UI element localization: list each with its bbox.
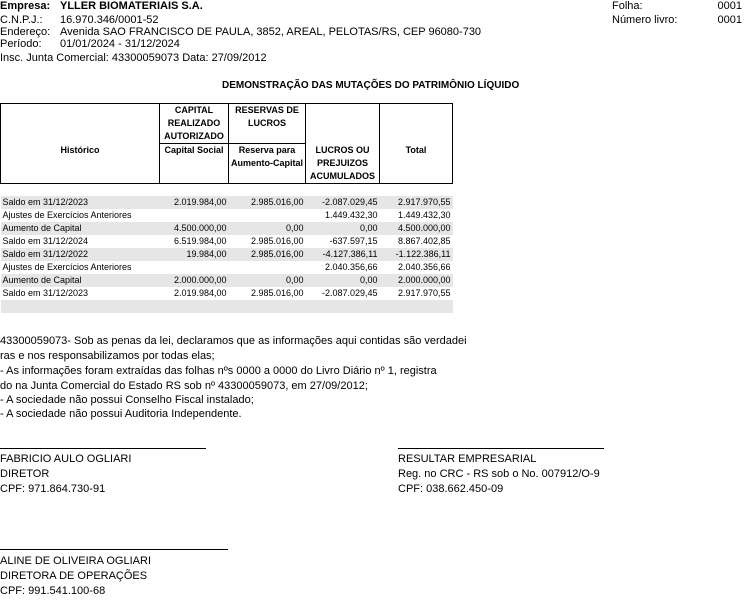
header-reservas-2: LUCROS <box>229 117 306 130</box>
signature-line-accountant <box>398 448 604 449</box>
declaration-line-1: 43300059073- Sob as penas da lei, declaramos que as informações aqui contidas são verdadei <box>0 335 467 347</box>
signer-3-cpf: CPF: 991.541.100-68 <box>0 585 106 597</box>
cell-capital: 2.019.984,00 <box>160 196 229 209</box>
cell-historico: Saldo em 31/12/2023 <box>2 288 89 298</box>
header-capital-2: REALIZADO <box>160 117 229 130</box>
signer-2-role: Reg. no CRC - RS sob o No. 007912/O-9 <box>398 468 600 480</box>
signer-3-name: ALINE DE OLIVEIRA OGLIARI <box>0 555 151 567</box>
cell-reserva: 0,00 <box>229 274 306 287</box>
empresa-label: Empresa: <box>0 0 51 12</box>
livro-value: 0001 <box>717 14 742 26</box>
declaration-line-2: ras e nos responsabilizamos por todas elas; <box>0 350 215 362</box>
cell-capital: 6.519.984,00 <box>173 236 227 246</box>
table-row <box>1 274 453 287</box>
folha-label: Folha: <box>612 0 643 12</box>
signature-line-operations <box>0 549 228 550</box>
cell-reserva: 2.985.016,00 <box>229 248 306 261</box>
signer-1-cpf: CPF: 971.864.730-91 <box>0 483 106 495</box>
cell-reserva <box>229 261 306 274</box>
cell-lucros: 1.449.432,30 <box>324 210 378 220</box>
header-reserva-sub-2: Aumento-Capital <box>229 157 306 170</box>
declaration-line-3: - As informações foram extraídas das folhas nºs 0000 a 0000 do Livro Diário nº 1, registra <box>0 365 437 377</box>
table-row <box>1 287 453 300</box>
cell-total: 2.917.970,55 <box>397 288 451 298</box>
livro-label: Número livro: <box>612 14 678 26</box>
declaration-line-4: do na Junta Comercial do Estado RS sob nº 43300059073, em 27/09/2012; <box>0 380 368 392</box>
mutacoes-table <box>0 103 453 313</box>
cell-lucros: 0,00 <box>306 222 380 235</box>
cell-capital: 4.500.000,00 <box>160 222 229 235</box>
junta-comercial: Insc. Junta Comercial: 43300059073 Data: 27/09/2012 <box>0 52 267 64</box>
table-row <box>1 222 453 235</box>
cell-capital: 2.019.984,00 <box>173 288 227 298</box>
header-capital-1: CAPITAL <box>160 104 229 118</box>
cnpj-label: C.N.P.J.: <box>0 14 43 26</box>
table-row <box>1 196 453 209</box>
cell-reserva: 2.985.016,00 <box>250 288 304 298</box>
cell-historico: Aumento de Capital <box>1 222 160 235</box>
cell-reserva: 0,00 <box>229 222 306 235</box>
cell-total: 1.449.432,30 <box>397 210 451 220</box>
cell-historico: Saldo em 31/12/2023 <box>1 196 160 209</box>
declaration-line-5: - A sociedade não possui Conselho Fiscal instalado; <box>0 394 254 406</box>
cell-total: 2.917.970,55 <box>380 196 453 209</box>
table-row <box>1 209 453 222</box>
header-reserva-sub-1: Reserva para <box>229 144 306 158</box>
header-lucros-3: ACUMULADOS <box>306 170 380 184</box>
header-lucros-1: LUCROS OU <box>306 144 380 158</box>
cnpj-value: 16.970.346/0001-52 <box>60 14 159 26</box>
cell-historico: Aumento de Capital <box>1 274 160 287</box>
cell-lucros: -2.087.029,45 <box>306 196 380 209</box>
cell-reserva <box>229 209 306 222</box>
header-historico: Histórico <box>1 144 160 158</box>
cell-capital: 19.984,00 <box>160 248 229 261</box>
cell-lucros: 2.040.356,66 <box>324 262 378 272</box>
cell-lucros: -2.087.029,45 <box>321 288 378 298</box>
cell-historico: Ajustes de Exercícios Anteriores <box>2 262 132 272</box>
header-capital-3: AUTORIZADO <box>160 130 229 144</box>
signer-3-role: DIRETORA DE OPERAÇÕES <box>0 570 148 582</box>
cell-total: 4.500.000,00 <box>380 222 453 235</box>
cell-historico: Ajustes de Exercícios Anteriores <box>2 210 132 220</box>
cell-capital: 2.000.000,00 <box>160 274 229 287</box>
cell-reserva: 2.985.016,00 <box>229 196 306 209</box>
folha-value: 0001 <box>717 0 742 12</box>
periodo-label: Período: <box>0 38 42 50</box>
table-row <box>1 248 453 261</box>
table-row <box>1 235 453 248</box>
cell-historico: Saldo em 31/12/2024 <box>2 236 89 246</box>
signer-1-role: DIRETOR <box>0 468 50 480</box>
periodo-value: 01/01/2024 - 31/12/2024 <box>60 38 180 50</box>
endereco-value: Avenida SAO FRANCISCO DE PAULA, 3852, AREAL, PELOTAS/RS, CEP 96080-730 <box>60 26 482 38</box>
cell-lucros: 0,00 <box>306 274 380 287</box>
cell-total: 2.000.000,00 <box>380 274 453 287</box>
cell-lucros: -637.597,15 <box>329 236 378 246</box>
signer-2-name: RESULTAR EMPRESARIAL <box>398 453 537 465</box>
cell-total: 8.867.402,85 <box>397 236 451 246</box>
cell-total: 2.040.356,66 <box>397 262 451 272</box>
header-capital-social: Capital Social <box>160 144 229 158</box>
signer-1-name: FABRICIO AULO OGLIARI <box>0 453 132 465</box>
header-lucros-2: PREJUIZOS <box>306 157 380 170</box>
company-name: YLLER BIOMATERIAIS S.A. <box>60 0 203 12</box>
cell-historico: Saldo em 31/12/2022 <box>1 248 160 261</box>
signature-line-director <box>0 448 206 449</box>
cell-lucros: -4.127.386,11 <box>306 248 380 261</box>
signer-2-cpf: CPF: 038.662.450-09 <box>398 483 504 495</box>
header-reservas-1: RESERVAS DE <box>229 104 306 118</box>
page-title: DEMONSTRAÇÃO DAS MUTAÇÕES DO PATRIMÔNIO LÍQUIDO <box>222 80 520 91</box>
table-row <box>1 261 453 274</box>
cell-capital <box>160 209 229 222</box>
endereco-label: Endereço: <box>0 26 51 38</box>
cell-capital <box>160 261 229 274</box>
header-total: Total <box>380 144 453 158</box>
cell-reserva: 2.985.016,00 <box>250 236 304 246</box>
declaration-line-6: - A sociedade não possui Auditoria Independente. <box>0 408 242 420</box>
cell-total: -1.122.386,11 <box>380 248 453 261</box>
